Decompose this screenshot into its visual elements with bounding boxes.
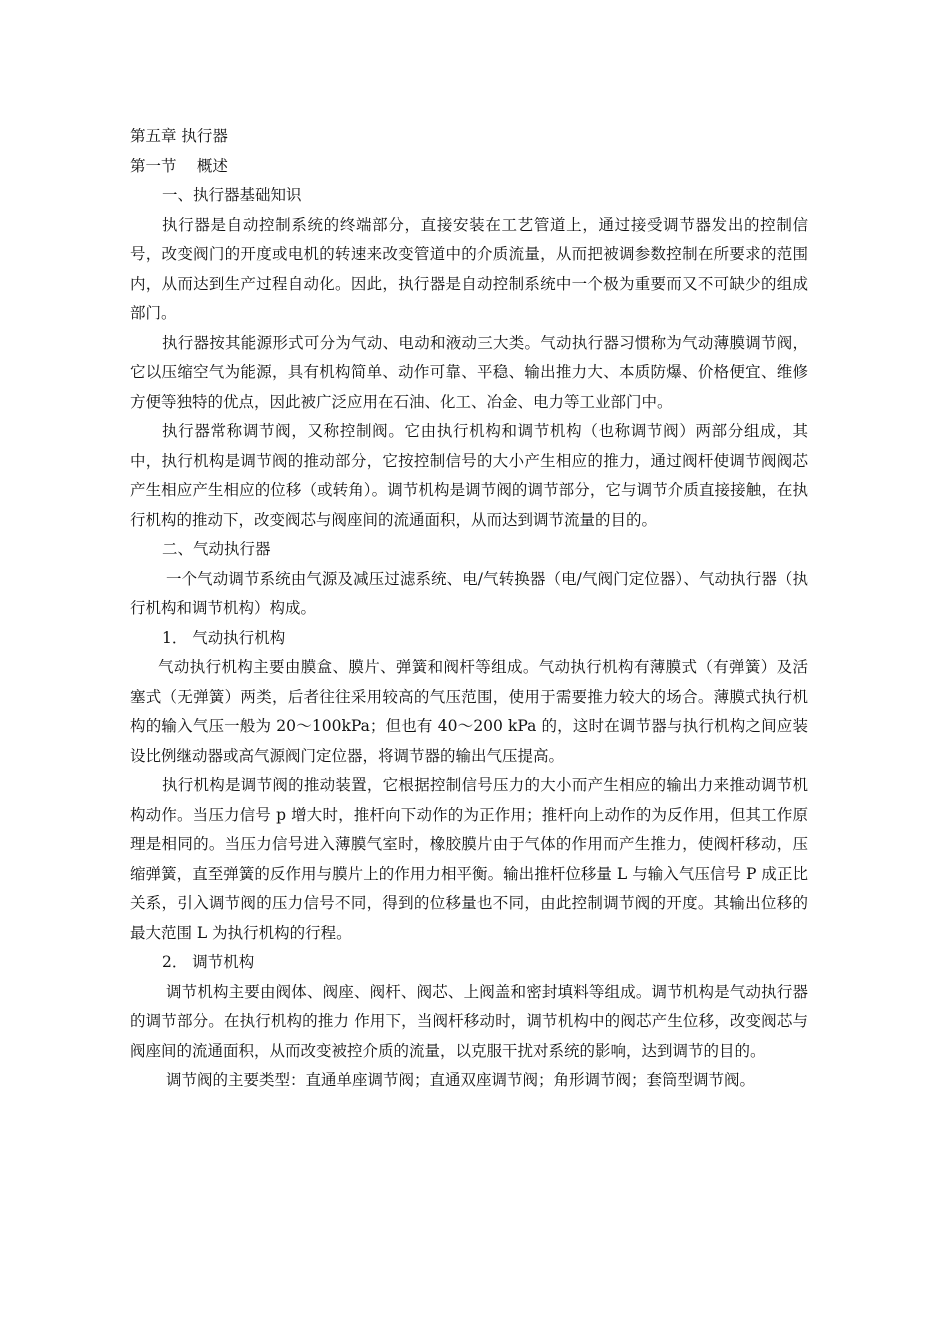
document-page — [130, 122, 808, 1096]
paragraph-regulating-mechanism: 调节机构主要由阀体、阀座、阀杆、阀芯、上阀盖和密封填料等组成。调节机构是气动执行器的调节部分。在执行机构的推力 作用下，当阀杆移动时，调节机构中的阀芯产生位移，改变阀芯与阀座间的流通面积，从而改变被控介质的流量，以克服干扰对系统的影响，达到调节的目的。 — [130, 982, 808, 1060]
subheading-actuating-mechanism: 1． 气动执行机构 — [162, 628, 286, 647]
heading-basics: 一、执行器基础知识 — [162, 186, 302, 204]
subheading-regulating-mechanism: 2． 调节机构 — [162, 953, 255, 971]
paragraph-actuating-mechanism: 气动执行机构主要由膜盒、膜片、弹簧和阀杆等组成。气动执行机构有薄膜式（有弹簧）及活塞式（无弹簧）两类，后者往往采用较高的气压范围，使用于需要推力较大的场合。薄膜式执行机构的输入气压一般为 20～100kPa；但也有 40～200 kPa 的，这时在调节器与执行机构之间应装设比例继动器或高气源阀门定位器，将调节器的输出气压提高。 — [130, 658, 808, 765]
heading-pneumatic-actuator: 二、气动执行器 — [162, 540, 271, 558]
paragraph-classification: 执行器按其能源形式可分为气动、电动和液动三大类。气动执行器习惯称为气动薄膜调节阀，它以压缩空气为能源，具有机构简单、动作可靠、平稳、输出推力大、本质防爆、价格便宜、维修方便等独特的优点，因此被广泛应用在石油、化工、冶金、电力等工业部门中。 — [130, 333, 808, 411]
paragraph-valve-types: 调节阀的主要类型：直通单座调节阀；直通双座调节阀；角形调节阀；套筒型调节阀。 — [166, 1071, 756, 1089]
paragraph-composition: 执行器常称调节阀，又称控制阀。它由执行机构和调节机构（也称调节阀）两部分组成，其中，执行机构是调节阀的推动部分，它按控制信号的大小产生相应的推力，通过阀杆使调节阀阀芯产生相应产生相应的位移（或转角）。调节机构是调节阀的调节部分，它与调节介质直接接触，在执行机构的推动下，改变阀芯与阀座间的流通面积，从而达到调节流量的目的。 — [130, 422, 808, 529]
paragraph-pneumatic-system: 一个气动调节系统由气源及减压过滤系统、电/气转换器（电/气阀门定位器）、气动执行器（执行机构和调节机构）构成。 — [130, 569, 808, 617]
paragraph-actuating-principle: 执行机构是调节阀的推动装置，它根据控制信号压力的大小而产生相应的输出力来推动调节机构动作。当压力信号 p 增大时，推杆向下动作的为正作用；推杆向上动作的为反作用，但其工作原理是相同的。当压力信号进入薄膜气室时，橡胶膜片由于气体的作用而产生推力，使阀杆移动，压缩弹簧，直至弹簧的反作用与膜片上的作用力相平衡。输出推杆位移量 L 与输入气压信号 P 成正比关系，引入调节阀的压力信号不同，得到的位移量也不同，由此控制调节阀的开度。其输出位移的最大范围 L 为执行机构的行程。 — [130, 776, 808, 942]
section-title: 第一节 概述 — [130, 156, 228, 175]
paragraph-definition: 执行器是自动控制系统的终端部分，直接安装在工艺管道上，通过接受调节器发出的控制信号，改变阀门的开度或电机的转速来改变管道中的介质流量，从而把被调参数控制在所要求的范围内，从而达到生产过程自动化。因此，执行器是自动控制系统中一个极为重要而又不可缺少的组成部门。 — [130, 215, 808, 322]
chapter-title: 第五章 执行器 — [130, 127, 228, 145]
